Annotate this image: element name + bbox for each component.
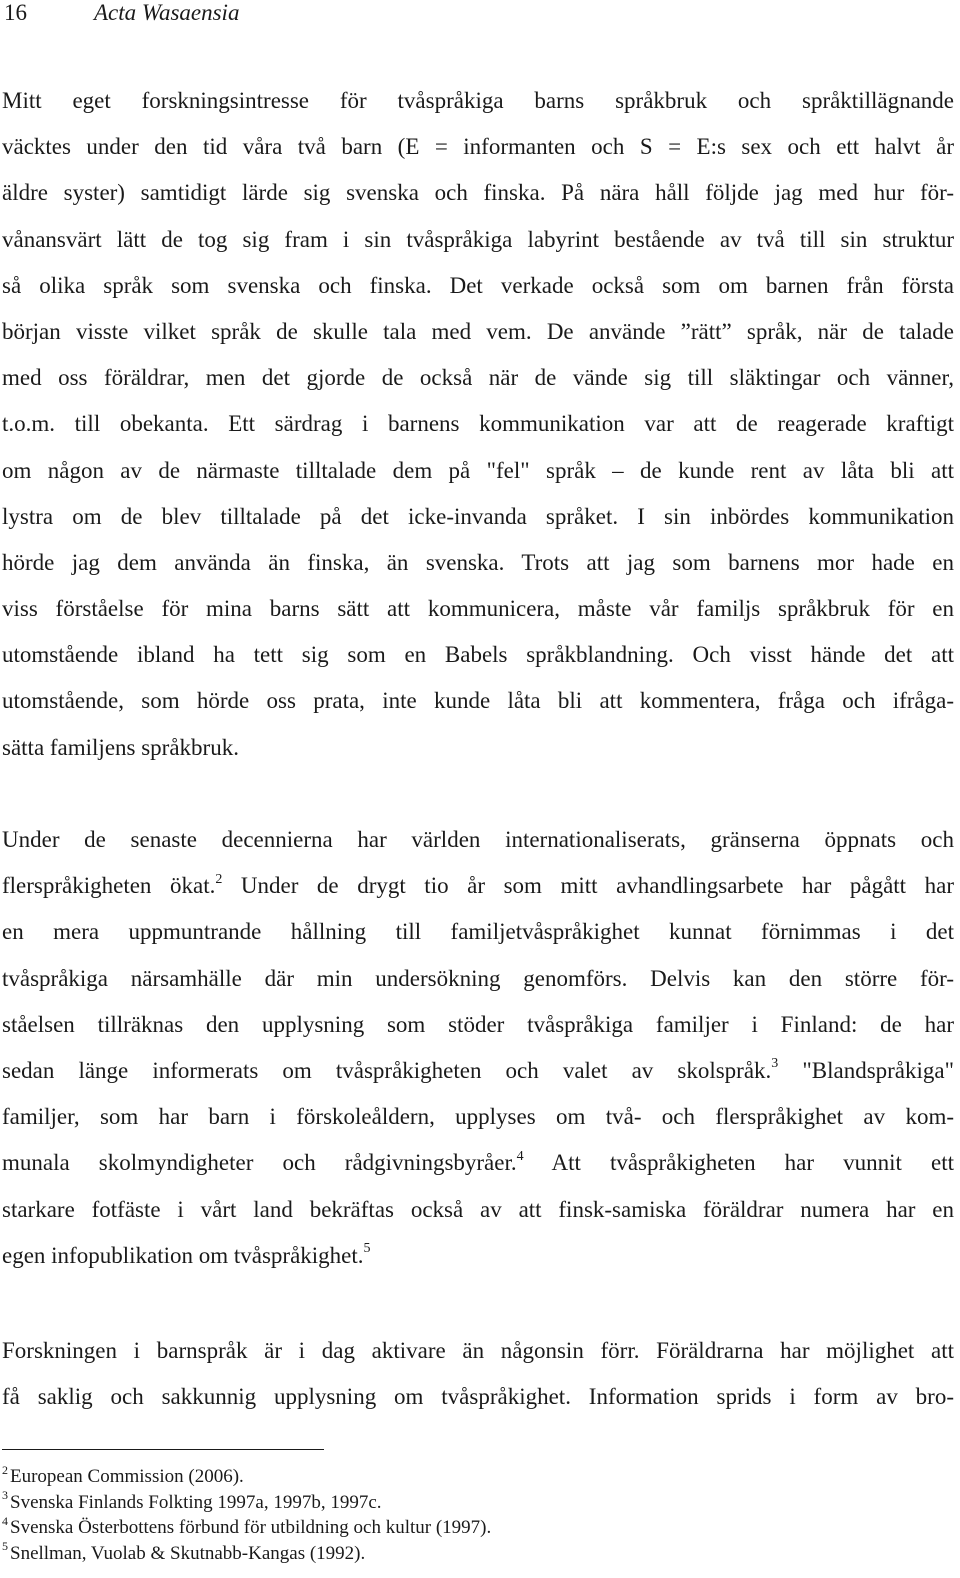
line-text: sedan länge informerats om tvåspråkigheten och valet av skolspråk. xyxy=(2,1057,772,1083)
text-line xyxy=(2,863,954,909)
text-line: vånansvärt lätt de tog sig fram i sin tvåspråkiga labyrint bestående av två till sin struktur xyxy=(2,226,954,252)
footnote-item xyxy=(2,1515,902,1541)
line-text: egen infopublikation om tvåspråkighet. xyxy=(2,1242,364,1268)
journal-title: Acta Wasaensia xyxy=(94,0,240,25)
text-line xyxy=(2,1233,954,1279)
footnote-item xyxy=(2,1464,902,1490)
footnote-number: 5 xyxy=(2,1539,8,1554)
text-line: utomstående ibland ha tett sig som en Babels språkblandning. Och visst hände det att xyxy=(2,642,954,668)
footnote-item xyxy=(2,1490,902,1516)
line-text-after: "Blandspråkiga" xyxy=(778,1057,955,1083)
line-text: en mera uppmuntrande hållning till familjetvåspråkighet kunnat förnimmas i det xyxy=(2,919,954,945)
line-text: flerspråkigheten ökat. xyxy=(2,873,216,899)
text-line: utomstående, som hörde oss prata, inte kunde låta bli att kommentera, fråga och ifråga- xyxy=(2,688,954,714)
footnote-ref[interactable]: 2 xyxy=(215,871,223,887)
text-line xyxy=(2,817,954,863)
text-line xyxy=(2,956,954,1002)
page-number: 16 xyxy=(4,0,27,25)
footnote-ref[interactable]: 4 xyxy=(516,1148,524,1164)
text-line: så olika språk som svenska och finska. Det verkade också som om barnen från första xyxy=(2,272,954,298)
line-text-after: Under de drygt tio år som mitt avhandlingsarbete har pågått har xyxy=(222,873,954,899)
paragraph-3 xyxy=(2,1328,954,1420)
running-header xyxy=(4,0,239,28)
text-line: hörde jag dem använda än finska, än svenska. Trots att jag som barnens mor hade en xyxy=(2,549,954,575)
footnote-ref[interactable]: 5 xyxy=(363,1241,371,1257)
text-line: viss förståelse för mina barns sätt att kommunicera, måste vår familjs språkbruk för en xyxy=(2,596,954,622)
footnotes xyxy=(2,1464,902,1566)
text-line: om någon av de närmaste tilltalade dem på "fel" språk – de kunde rent av låta bli att xyxy=(2,457,954,483)
text-line: Mitt eget forskningsintresse för tvåspråkiga barns språkbruk och språktillägnande xyxy=(2,88,954,113)
footnote-number: 3 xyxy=(2,1488,8,1503)
text-line: Forskningen i barnspråk är i dag aktivare än någonsin förr. Föräldrarna har möjlighet att xyxy=(2,1338,954,1363)
line-text: starkare fotfäste i vårt land bekräftas också av att finsk-samiska föräldrar numera har en xyxy=(2,1196,954,1222)
footnote-text: Svenska Österbottens förbund för utbildning och kultur (1997). xyxy=(10,1517,492,1539)
text-line xyxy=(2,1094,954,1140)
footnote-text: European Commission (2006). xyxy=(10,1466,244,1487)
text-line: sätta familjens språkbruk. xyxy=(2,734,239,760)
text-line: få saklig och sakkunnig upplysning om tvåspråkighet. Information sprids i form av bro- xyxy=(2,1384,954,1410)
text-line: lystra om de blev tilltalade på det icke-invanda språket. I sin inbördes kommunikation xyxy=(2,503,954,529)
line-text: tvåspråkiga närsamhälle där min undersökning genomförs. Delvis kan den större för- xyxy=(2,965,954,991)
footnote-number: 2 xyxy=(2,1462,8,1477)
line-text: familjer, som har barn i förskoleåldern, upplyses om två- och flerspråkighet av kom- xyxy=(2,1104,954,1130)
text-line xyxy=(2,1140,954,1186)
footnote-number: 4 xyxy=(2,1513,8,1528)
text-line: t.o.m. till obekanta. Ett särdrag i barnens kommunikation var att de reagerade kraftigt xyxy=(2,411,954,437)
text-line xyxy=(2,1048,954,1094)
text-line: med oss föräldrar, men det gjorde de också när de vände sig till släktingar och vänner, xyxy=(2,365,954,391)
line-text-after: Att tvåspråkigheten har vunnit ett xyxy=(523,1150,955,1176)
paragraph-2 xyxy=(2,817,954,1279)
text-line: äldre syster) samtidigt lärde sig svenska och finska. På nära håll följde jag med hur för- xyxy=(2,180,954,206)
footnote-separator xyxy=(2,1449,324,1450)
footnote-ref[interactable]: 3 xyxy=(771,1056,779,1072)
text-line xyxy=(2,1187,954,1233)
footnote-text: Svenska Finlands Folkting 1997a, 1997b, 1997c. xyxy=(10,1491,382,1513)
line-text: munala skolmyndigheter och rådgivningsbyråer. xyxy=(2,1150,517,1176)
line-text: Under de senaste decennierna har världen internationaliserats, gränserna öppnats och xyxy=(2,827,954,852)
text-line xyxy=(2,909,954,955)
footnote-text: Snellman, Vuolab & Skutnabb-Kangas (1992). xyxy=(10,1542,366,1564)
text-line: väcktes under den tid våra två barn (E = informanten och S = E:s sex och ett halvt år xyxy=(2,134,954,160)
text-line xyxy=(2,1002,954,1048)
footnote-item xyxy=(2,1541,902,1567)
text-line: början visste vilket språk de skulle tala med vem. De använde ”rätt” språk, när de talade xyxy=(2,318,954,344)
line-text: ståelsen tillräknas den upplysning som stöder tvåspråkiga familjer i Finland: de har xyxy=(2,1011,954,1037)
paragraph-1 xyxy=(2,78,954,771)
